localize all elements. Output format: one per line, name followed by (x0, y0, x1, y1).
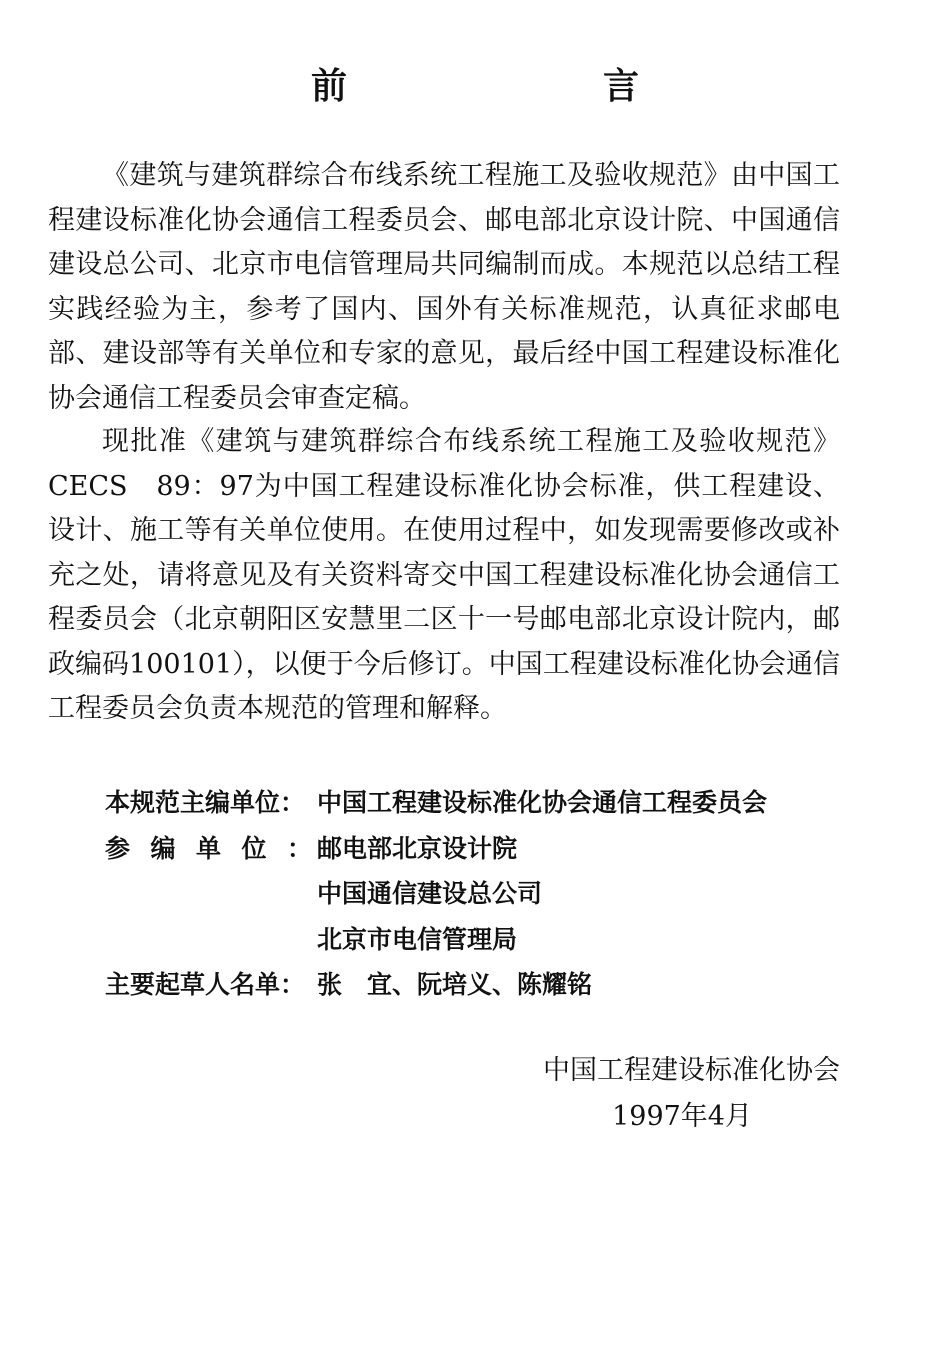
participant-value: 中国通信建设总公司 (317, 879, 543, 908)
page-title: 前 言 (310, 66, 749, 107)
drafters-label: 主要起草人名单： (105, 970, 306, 999)
participant-row (105, 917, 767, 963)
chief-editor-value: 中国工程建设标准化协会通信工程委员会 (317, 788, 768, 817)
chief-editor-label: 本规范主编单位： (105, 788, 306, 817)
credits-block (105, 780, 767, 1008)
participant-row (105, 871, 767, 917)
participant-label: 参编单位： (105, 833, 333, 863)
signature-organization: 中国工程建设标准化协会 (543, 1055, 840, 1086)
credit-label-spacer (105, 917, 317, 963)
preface-paragraph-1: 《建筑与建筑群综合布线系统工程施工及验收规范》由中国工程建设标准化协会通信工程委员会、邮电部北京设计院、中国通信建设总公司、北京市电信管理局共同编制而成。本规范以总结工程实践经验为主，参考了国内、国外有关标准规范，认真征求邮电部、建设部等有关单位和专家的意见，最后经中国工程建设标准化协会通信工程委员会审查定稿。 (48, 160, 840, 414)
drafters-value: 张 宜、阮培义、陈耀铭 (317, 970, 593, 999)
drafters-row (105, 962, 767, 1008)
credit-label-spacer (105, 871, 317, 917)
participant-value: 邮电部北京设计院 (317, 833, 518, 863)
signature-date: 1997年4月 (612, 1101, 752, 1132)
preface-paragraph-2: 现批准《建筑与建筑群综合布线系统工程施工及验收规范》CECS 89：97为中国工程建设标准化协会标准，供工程建设、设计、施工等有关单位使用。在使用过程中，如发现需要修改或补充之处，请将意见及有关资料寄交中国工程建设标准化协会通信工程委员会（北京朝阳区安慧里二区十一号邮电部北京设计院内，邮政编码100101），以便于今后修订。中国工程建设标准化协会通信工程委员会负责本规范的管理和解释。 (48, 426, 840, 724)
participant-row (105, 826, 767, 872)
chief-editor-row (105, 780, 767, 826)
participant-value: 北京市电信管理局 (317, 924, 518, 954)
signature-block (543, 1048, 840, 1140)
